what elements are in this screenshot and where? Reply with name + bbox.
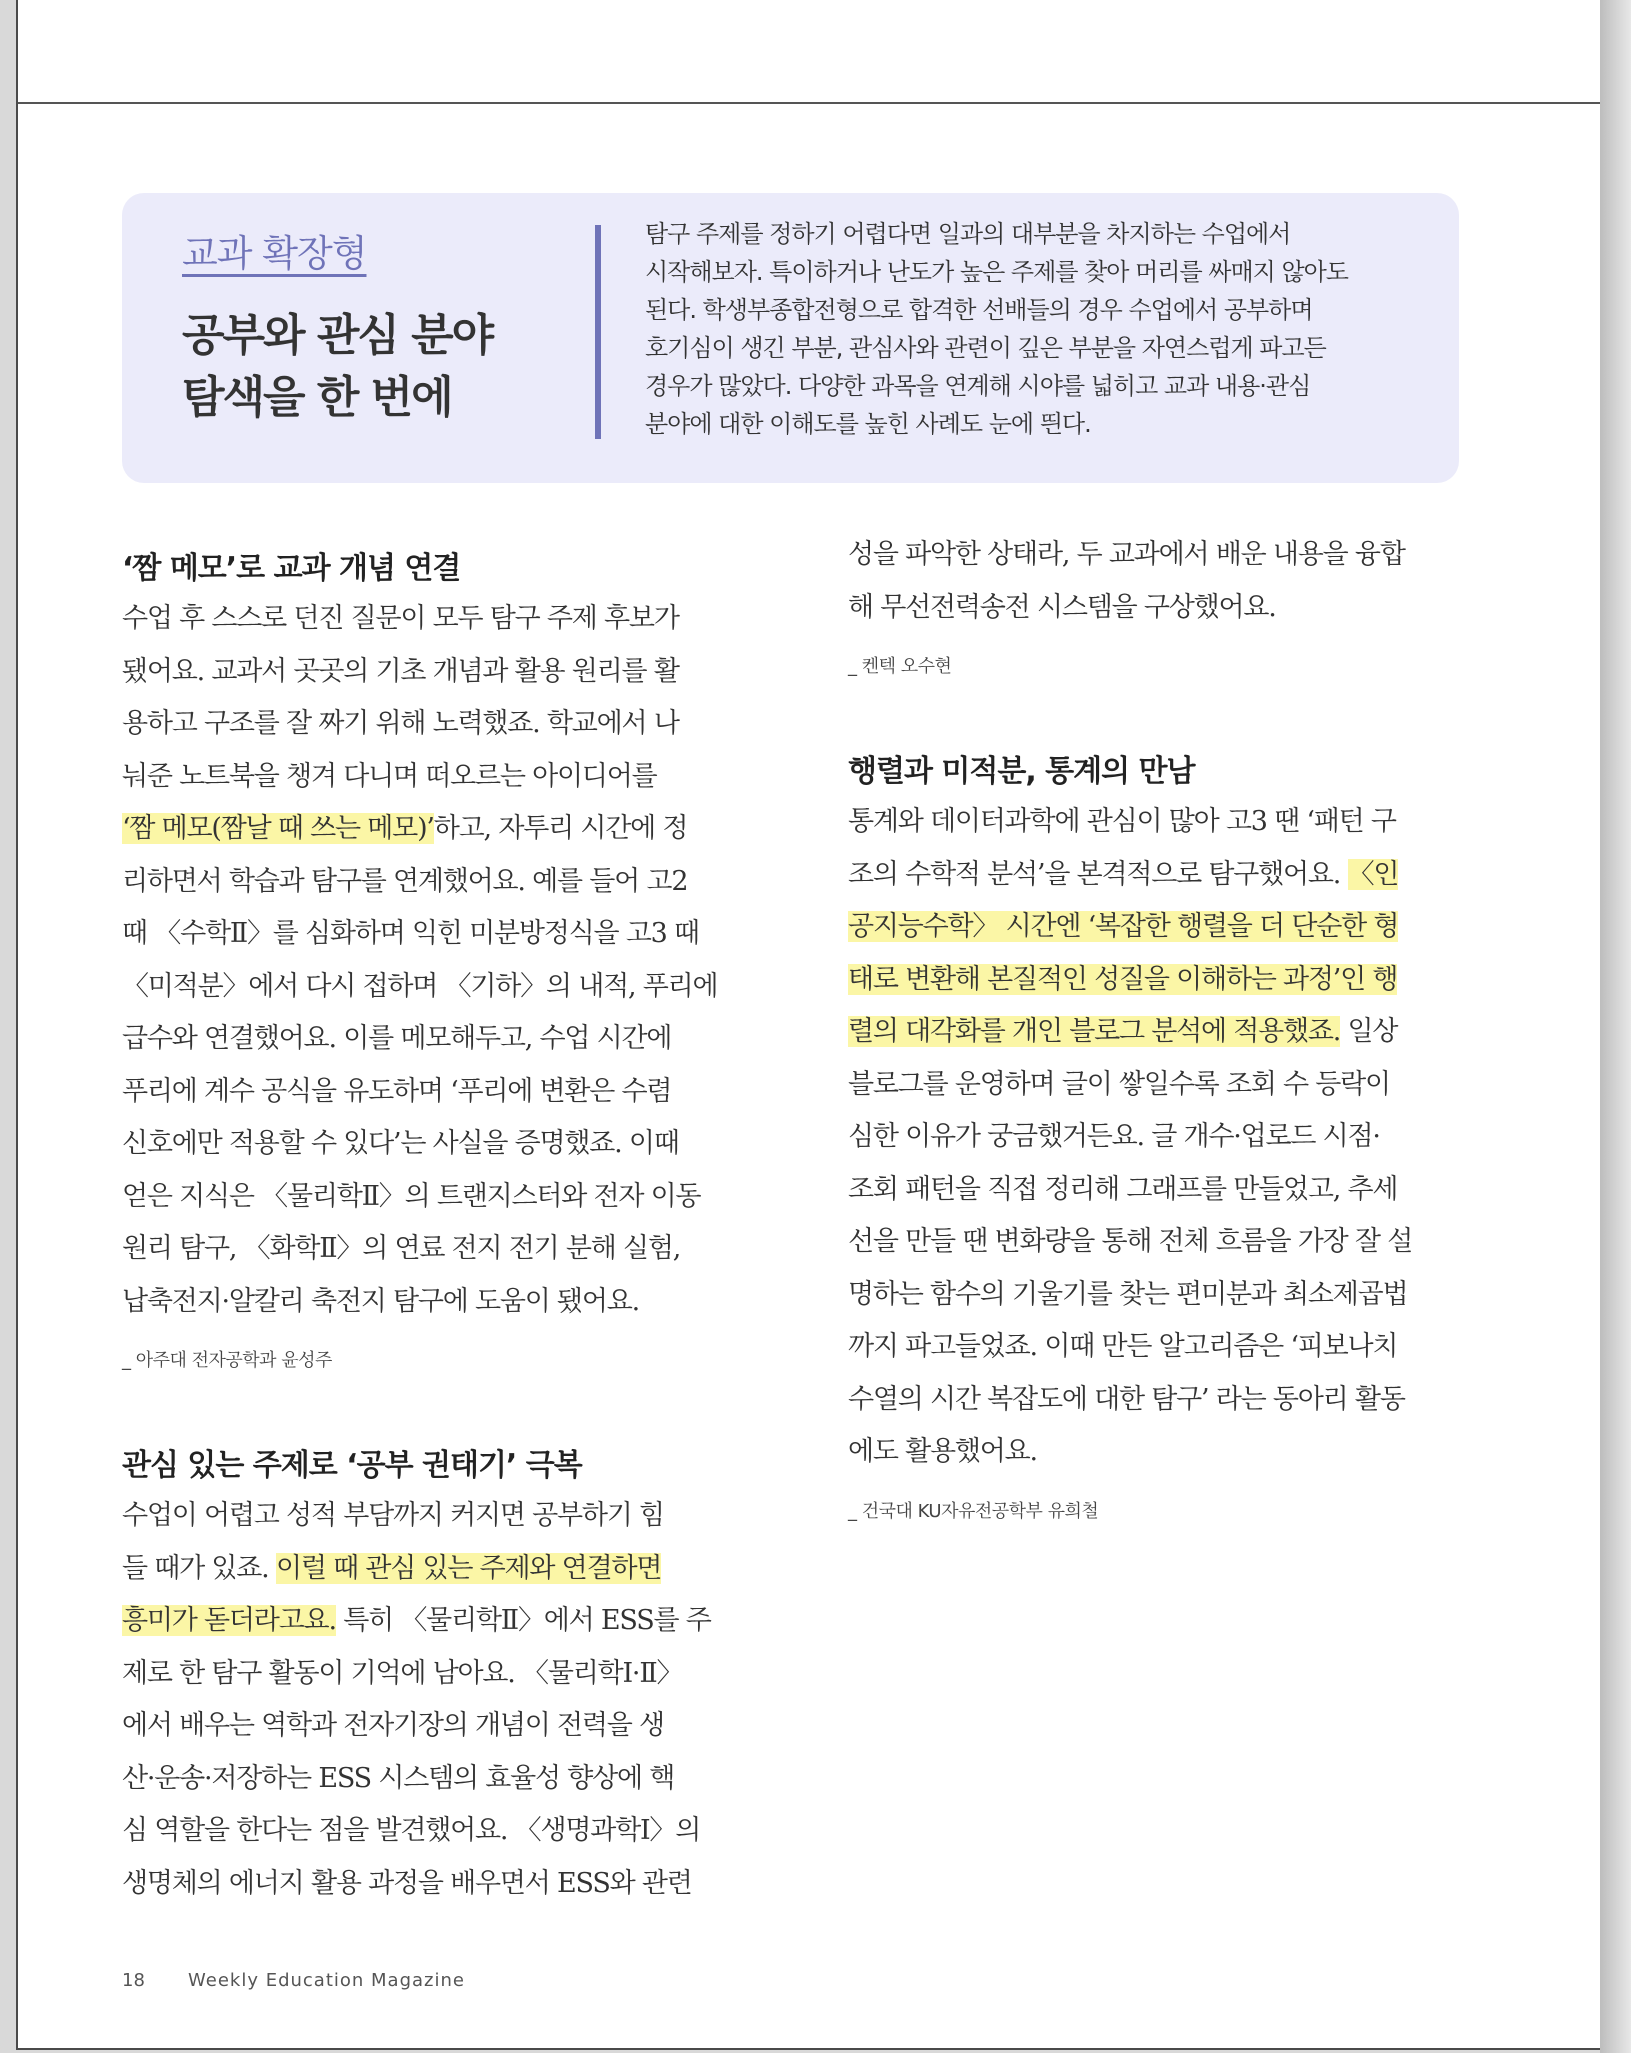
text-segment: 명하는 함수의 기울기를 찾는 편미분과 최소제곱법 [848, 1278, 1408, 1310]
text-line [122, 1171, 732, 1224]
text-segment: 산·운송·저장하는 ESS 시스템의 효율성 향상에 핵 [122, 1762, 675, 1794]
text-segment: 선을 만들 땐 변화량을 통해 전체 흐름을 가장 잘 설 [848, 1226, 1413, 1257]
text-line [122, 1543, 732, 1596]
author-credit: _ 아주대 전자공학과 윤성주 [122, 1350, 332, 1371]
text-line [122, 908, 732, 961]
text-segment: 심한 이유가 궁금했거든요. 글 개수·업로드 시점· [848, 1121, 1380, 1152]
text-segment: 성을 파악한 상태라, 두 교과에서 배운 내용을 융합 [848, 539, 1405, 570]
text-line [122, 1595, 732, 1648]
text-segment: 에서 배우는 역학과 전자기장의 개념이 전력을 생 [122, 1710, 664, 1741]
text-line [122, 856, 732, 909]
intro-text [645, 215, 1435, 443]
section-body [848, 796, 1458, 1479]
text-segment: 푸리에 계수 공식을 유도하며 ‘푸리에 변환은 수렴 [122, 1075, 672, 1107]
author-credit: _ 건국대 KU자유전공학부 유희철 [848, 1500, 1099, 1522]
text-segment: 제로 한 탐구 활동이 기억에 남아요. 〈물리학Ⅰ·Ⅱ〉 [122, 1657, 683, 1689]
text-line [848, 1269, 1458, 1322]
text-line [848, 849, 1458, 902]
text-segment: 조회 패턴을 직접 정리해 그래프를 만들었고, 추세 [848, 1173, 1398, 1205]
text-line [122, 803, 732, 856]
text-line [848, 1426, 1458, 1479]
text-line [122, 1066, 732, 1119]
text-line [848, 954, 1458, 1007]
magazine-title: Weekly Education Magazine [188, 1970, 465, 1991]
text-segment: 까지 파고들었죠. 이때 만든 알고리즘은 ‘피보나치 [848, 1331, 1398, 1362]
text-segment: 특히 〈물리학Ⅱ〉에서 ESS를 주 [335, 1605, 711, 1636]
text-segment: 급수와 연결했어요. 이를 메모해두고, 수업 시간에 [122, 1023, 672, 1054]
text-line [848, 1006, 1458, 1059]
text-segment: 수업이 어렵고 성적 부담까지 커지면 공부하기 힘 [122, 1500, 664, 1531]
intro-text-line: 된다. 학생부종합전형으로 합격한 선배들의 경우 수업에서 공부하며 [645, 296, 1313, 324]
intro-title [182, 305, 562, 429]
highlighted-text: 태로 변환해 본질적인 성질을 이해하는 과정’인 행 [848, 963, 1398, 995]
text-segment: 때 〈수학Ⅱ〉를 심화하며 익힌 미분방정식을 고3 때 [122, 918, 699, 949]
text-line [122, 646, 732, 699]
category-label: 교과 확장형 [182, 232, 367, 275]
text-line [122, 1858, 732, 1911]
accent-bar [595, 225, 601, 439]
text-segment: 신호에만 적용할 수 있다’는 사실을 증명했죠. 이때 [122, 1128, 679, 1159]
text-segment: 통계와 데이터과학에 관심이 많아 고3 땐 ‘패턴 구 [848, 806, 1396, 837]
highlighted-text: ‘짬 메모(짬날 때 쓰는 메모)’ [122, 813, 434, 844]
highlighted-text: 〈인 [1347, 858, 1399, 890]
intro-text-line: 호기심이 생긴 부분, 관심사와 관련이 깊은 부분을 자연스럽게 파고든 [645, 334, 1326, 362]
text-line [848, 1321, 1458, 1374]
text-line [848, 901, 1458, 954]
text-line [122, 1276, 732, 1329]
text-line [848, 1164, 1458, 1217]
text-line [122, 751, 732, 804]
text-line [848, 1216, 1458, 1269]
text-line [122, 961, 732, 1014]
text-line [122, 1490, 732, 1543]
intro-title-line: 탐색을 한 번에 [182, 372, 452, 423]
page-number: 18 [122, 1970, 145, 1991]
highlighted-text: 흥미가 돋더라고요. [122, 1605, 336, 1636]
text-segment: 블로그를 운영하며 글이 쌓일수록 조회 수 등락이 [848, 1068, 1390, 1100]
text-segment: 얻은 지식은 〈물리학Ⅱ〉의 트랜지스터와 전자 이동 [122, 1180, 701, 1212]
text-line [122, 1648, 732, 1701]
section-heading: 행렬과 미적분, 통계의 만남 [848, 754, 1195, 789]
highlighted-text: 이럴 때 관심 있는 주제와 연결하면 [275, 1552, 662, 1584]
text-line [122, 593, 732, 646]
text-line [848, 582, 1458, 635]
text-segment: 들 때가 있죠. [122, 1552, 276, 1584]
text-segment: 조의 수학적 분석’을 본격적으로 탐구했어요. [848, 858, 1348, 890]
text-segment: 용하고 구조를 잘 짜기 위해 노력했죠. 학교에서 나 [122, 708, 679, 739]
highlighted-text: 공지능수학〉 시간엔 ‘복잡한 행렬을 더 단순한 형 [848, 911, 1399, 942]
text-segment: 눠준 노트북을 챙겨 다니며 떠오르는 아이디어를 [122, 760, 657, 792]
author-credit: _ 켄텍 오수현 [848, 656, 952, 677]
text-segment: 하고, 자투리 시간에 정 [433, 813, 688, 844]
left-column [122, 543, 732, 1910]
text-segment: 납축전지·알칼리 축전지 탐구에 도움이 됐어요. [122, 1285, 640, 1317]
intro-title-line: 공부와 관심 분야 [182, 310, 493, 361]
right-column [848, 539, 1458, 1523]
text-segment: 생명체의 에너지 활용 과정을 배우면서 ESS와 관련 [122, 1867, 692, 1899]
text-segment: 일상 [1340, 1016, 1398, 1047]
intro-text-line: 탐구 주제를 정하기 어렵다면 일과의 대부분을 차지하는 수업에서 [645, 220, 1291, 248]
section-body [122, 593, 732, 1328]
text-line [122, 1118, 732, 1171]
text-segment: 〈미적분〉에서 다시 접하며 〈기하〉의 내적, 푸리에 [122, 970, 718, 1002]
section-heading: ‘짬 메모’로 교과 개념 연결 [122, 551, 461, 586]
section-body [848, 529, 1458, 634]
text-segment: 수열의 시간 복잡도에 대한 탐구’ 라는 동아리 활동 [848, 1383, 1405, 1415]
text-line [122, 1805, 732, 1858]
intro-text-line: 분야에 대한 이해도를 높힌 사례도 눈에 띈다. [645, 410, 1091, 438]
text-line [848, 529, 1458, 582]
section-heading: 관심 있는 주제로 ‘공부 권태기’ 극복 [122, 1448, 582, 1483]
text-segment: 원리 탐구, 〈화학Ⅱ〉의 연료 전지 전기 분해 실험, [122, 1233, 681, 1264]
magazine-page [16, 0, 1618, 2050]
text-line [122, 1223, 732, 1276]
text-segment: 해 무선전력송전 시스템을 구상했어요. [848, 591, 1276, 623]
text-segment: 리하면서 학습과 탐구를 연계했어요. 예를 들어 고2 [122, 865, 688, 897]
text-line [848, 1111, 1458, 1164]
text-line [122, 1753, 732, 1806]
section-body [122, 1490, 732, 1910]
text-line [848, 1059, 1458, 1112]
highlighted-text: 렬의 대각화를 개인 블로그 분석에 적용했죠. [848, 1016, 1341, 1047]
text-segment: 에도 활용했어요. [848, 1436, 1037, 1467]
intro-text-line: 경우가 많았다. 다양한 과목을 연계해 시야를 넓히고 교과 내용·관심 [645, 372, 1311, 400]
text-line [122, 698, 732, 751]
text-segment: 됐어요. 교과서 곳곳의 기초 개념과 활용 원리를 활 [122, 655, 679, 687]
page-edge-shadow [1600, 0, 1631, 2053]
text-line [848, 796, 1458, 849]
text-segment: 심 역할을 한다는 점을 발견했어요. 〈생명과학Ⅰ〉의 [122, 1815, 701, 1846]
top-rule [18, 102, 1618, 104]
text-line [122, 1013, 732, 1066]
text-segment: 수업 후 스스로 던진 질문이 모두 탐구 주제 후보가 [122, 603, 679, 634]
text-line [122, 1700, 732, 1753]
intro-box [122, 193, 1459, 483]
intro-text-line: 시작해보자. 특이하거나 난도가 높은 주제를 찾아 머리를 싸매지 않아도 [645, 258, 1348, 286]
text-line [848, 1374, 1458, 1427]
